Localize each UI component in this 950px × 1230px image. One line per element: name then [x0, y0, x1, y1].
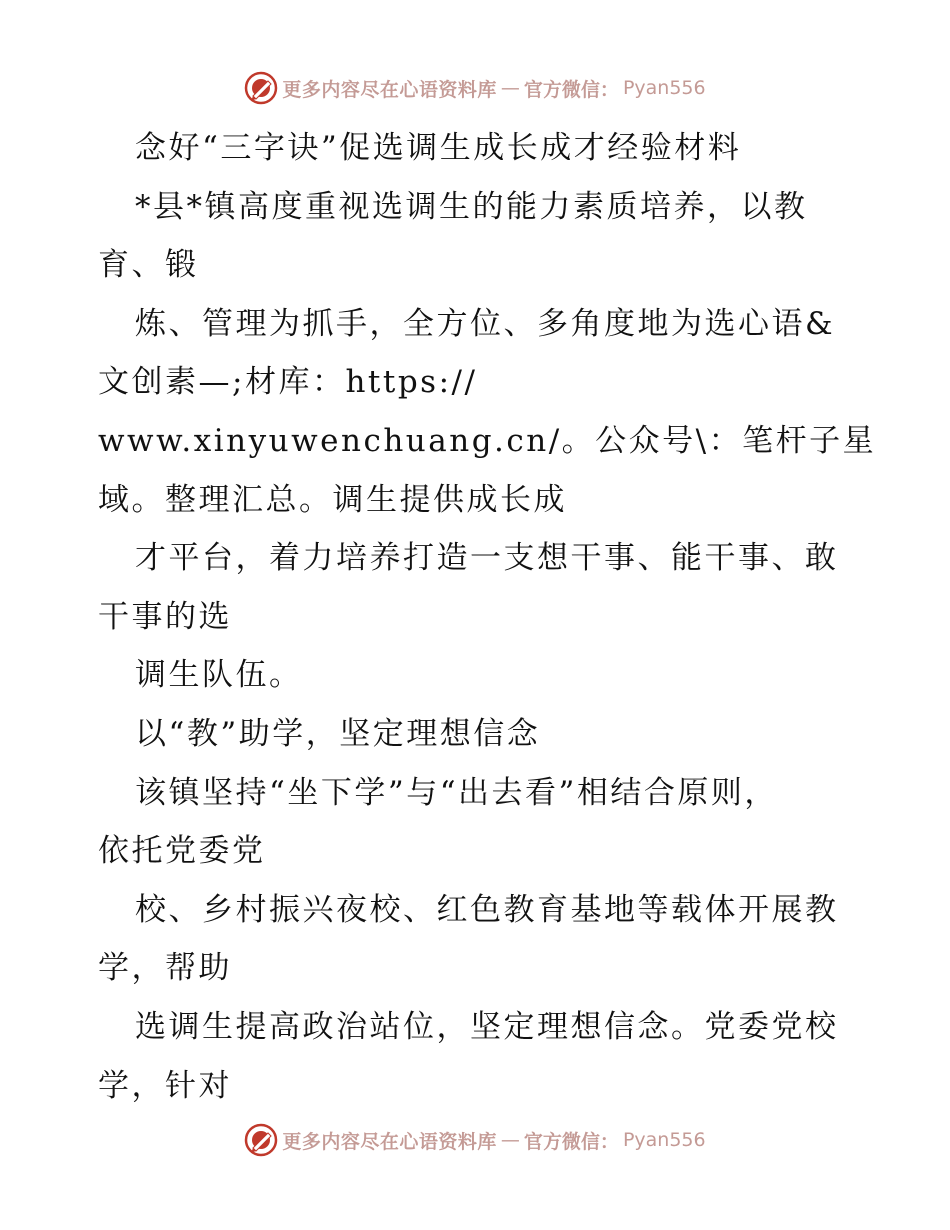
- watermark-separator: —: [500, 1129, 520, 1151]
- watermark-wechat-label: 官方微信：: [523, 78, 619, 101]
- text-line: *县*镇高度重视选调生的能力素质培养，以教: [135, 188, 808, 225]
- text-line: 育、锻: [98, 247, 199, 284]
- text-line: 才平台，着力培养打造一支想干事、能干事、敢: [135, 540, 839, 577]
- text-line: 炼、管理为抓手，全方位、多角度地为选心语&: [135, 305, 836, 342]
- text-line: 该镇坚持“坐下学”与“出去看”相结合原则，: [135, 774, 778, 811]
- text-line: 选调生提高政治站位，坚定理想信念。党委党校: [135, 1009, 839, 1045]
- watermark-wechat-id: Pyan556: [622, 1129, 706, 1151]
- text-line: 校、乡村振兴夜校、红色教育基地等载体开展教: [135, 891, 839, 928]
- text-line: 念好“三字诀”促选调生成长成才经验材料: [135, 130, 742, 166]
- watermark-banner-bottom: [0, 1120, 950, 1160]
- watermark-text: 更多内容尽在心语资料库: [282, 1130, 497, 1153]
- text-line: 干事的选: [98, 598, 232, 635]
- watermark-banner-top: [0, 68, 950, 108]
- text-line: 以“教”助学，坚定理想信念: [135, 716, 541, 752]
- watermark-separator: —: [500, 77, 520, 99]
- text-line: 域。整理汇总。调生提供成长成: [98, 481, 567, 518]
- text-line: www.xinyuwenchuang.cn/。公众号\：笔杆子星: [98, 423, 877, 459]
- pen-logo-icon: [244, 1123, 278, 1157]
- watermark-wechat-id: Pyan556: [622, 77, 706, 99]
- watermark-text: 更多内容尽在心语资料库: [282, 78, 497, 101]
- watermark-wechat-label: 官方微信：: [523, 1130, 619, 1153]
- text-line: 学，帮助: [98, 950, 232, 987]
- text-line: 依托党委党: [98, 833, 266, 870]
- text-line: 学，针对: [98, 1067, 232, 1104]
- text-line: 调生队伍。: [135, 657, 303, 694]
- pen-logo-icon: [244, 71, 278, 105]
- text-line: 文创素—;材库：https://: [98, 364, 478, 401]
